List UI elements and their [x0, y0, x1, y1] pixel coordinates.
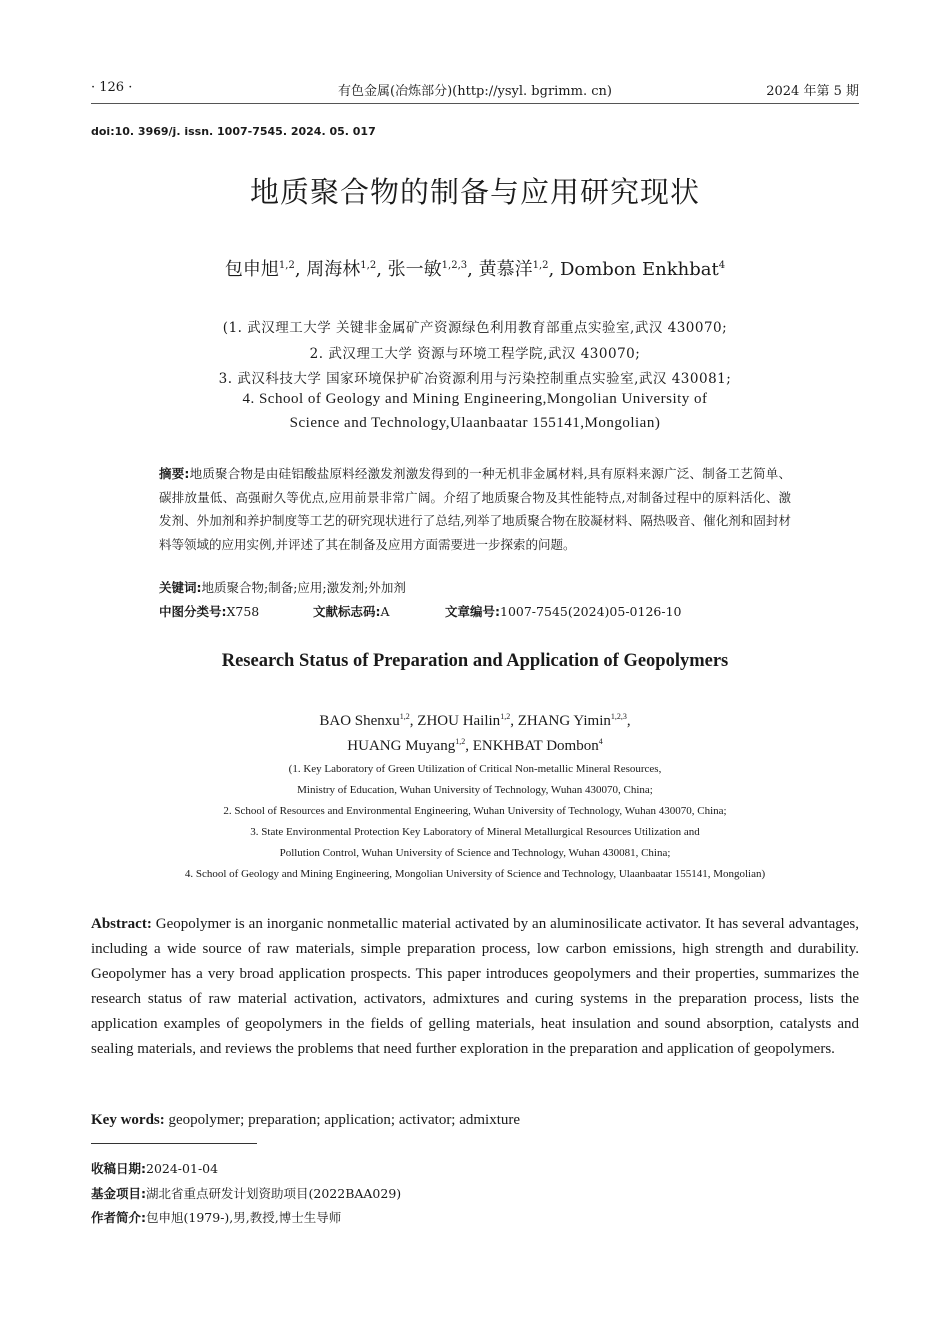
authors-en-line-2: [0, 737, 950, 755]
abstract-en-label: Abstract:: [91, 916, 152, 932]
affiliation-cn-4: 4. School of Geology and Mining Engineering,Mongolian University of: [242, 391, 708, 407]
affiliation-en-1-cont: Ministry of Education, Wuhan University of Technology, Wuhan 430070, China;: [297, 784, 653, 796]
affiliation-en-3: 3. State Environmental Protection Key Laboratory of Mineral Metallurgical Resources Utilization and: [250, 826, 700, 838]
author-cn: 周海林$^{1,2}$,: [306, 259, 382, 280]
keywords-cn-label: 关键词:: [159, 580, 202, 595]
affiliation-cn-4-cont: Science and Technology,Ulaanbaatar 155141,Mongolian): [289, 415, 661, 431]
affiliation-en-2: 2. School of Resources and Environmental Engineering, Wuhan University of Technology, Wuhan 430070, China;: [223, 805, 727, 817]
abstract-cn-label: 摘要:: [159, 466, 190, 481]
affiliation-en-3-cont: Pollution Control, Wuhan University of Science and Technology, Wuhan 430081, China;: [279, 847, 671, 859]
title-en: Research Status of Preparation and Application of Geopolymers: [221, 651, 729, 671]
abstract-en: [91, 912, 859, 1062]
doi: doi:10. 3969/j. issn. 1007-7545. 2024. 05. 017: [91, 125, 376, 138]
keywords-en-label: Key words:: [91, 1112, 165, 1128]
running-header: [91, 80, 859, 100]
author-cn: 黄慕洋$^{1,2}$,: [478, 259, 555, 280]
article-number: 文章编号:1007-7545(2024)05-0126-10: [445, 604, 682, 619]
authors-cn: [0, 255, 950, 281]
header-rule: [91, 103, 859, 104]
author-en: ZHANG Yimin$^{1,2,3}$,: [517, 712, 631, 729]
footnote-author-bio: 作者简介:包申旭(1979-),男,教授,博士生导师: [91, 1210, 342, 1225]
keywords-cn: [159, 578, 406, 596]
abstract-cn: [159, 462, 791, 556]
affiliation-cn-3: 3. 武汉科技大学 国家环境保护矿冶资源利用与污染控制重点实验室,武汉 430081;: [218, 371, 732, 387]
author-en: HUANG Muyang$^{1,2}$,: [347, 737, 473, 754]
footnote-rule: [91, 1143, 257, 1144]
affiliation-cn-1: (1. 武汉理工大学 关键非金属矿产资源绿色利用教育部重点实验室,武汉 430070;: [222, 320, 728, 336]
author-en: BAO Shenxu$^{1,2}$,: [319, 712, 418, 729]
abstract-cn-text: 地质聚合物是由硅铝酸盐原料经激发剂激发得到的一种无机非金属材料,具有原料来源广泛、制备工艺简单、碳排放量低、高强耐久等优点,应用前景非常广阔。介绍了地质聚合物及其性能特点,对制备过程中的原料活化、激发剂、外加剂和养护制度等工艺的研究现状进行了总结,列举了地质聚合物在胶凝材料、隔热吸音、催化剂和固封材料等领域的应用实例,并评述了其在制备及应用方面需要进一步探索的问题。: [159, 466, 791, 552]
page-number: · 126 ·: [91, 80, 133, 95]
keywords-en-text: geopolymer; preparation; application; activator; admixture: [164, 1112, 521, 1128]
author-cn: 包申旭$^{1,2}$,: [224, 259, 301, 280]
affiliation-en-4: 4. School of Geology and Mining Engineering, Mongolian University of Science and Technology, Ulaanbaatar 155141, Mongolian): [184, 868, 766, 880]
keywords-cn-text: 地质聚合物;制备;应用;激发剂;外加剂: [201, 580, 406, 595]
author-cn: 张一敏$^{1,2,3}$,: [387, 259, 473, 280]
title-cn: 地质聚合物的制备与应用研究现状: [249, 175, 700, 209]
abstract-en-text: Geopolymer is an inorganic nonmetallic material activated by an aluminosilicate activator. It has several advantages, including a wide source of raw materials, simple preparation process, low carbon emissions, high strength and durability. Geopolymer has a very broad application prospects. This paper introduces geopolymers and their properties, summarizes the research status of raw material activation, activators, admixtures and curing systems in the preparation process, lists the application examples of geopolymers in the fields of gelling materials, heat insulation and sound absorption, catalysts and sealing materials, and reviews the problems that need further exploration in the preparation and application of geopolymers.: [91, 916, 859, 1057]
affiliation-cn-2: 2. 武汉理工大学 资源与环境工程学院,武汉 430070;: [309, 346, 641, 362]
footnote-received: 收稿日期:2024-01-04: [91, 1161, 219, 1176]
issue-info: 2024 年第 5 期: [766, 84, 859, 99]
footnote-funding: 基金项目:湖北省重点研发计划资助项目(2022BAA029): [91, 1186, 402, 1201]
keywords-en: [91, 1112, 520, 1129]
journal-name: 有色金属(冶炼部分)(http://ysyl. bgrimm. cn): [338, 84, 612, 99]
affiliation-en-1: (1. Key Laboratory of Green Utilization of Critical Non-metallic Mineral Resources,: [288, 763, 662, 775]
author-en: ENKHBAT Dombon$^4$: [472, 737, 603, 754]
author-en: ZHOU Hailin$^{1,2}$,: [417, 712, 518, 729]
authors-en-line-1: [0, 712, 950, 730]
document-code: 文献标志码:A: [313, 604, 390, 619]
author-cn: Dombon Enkhbat$^4$: [559, 259, 726, 280]
clc-number: 中图分类号:X758: [159, 604, 260, 619]
